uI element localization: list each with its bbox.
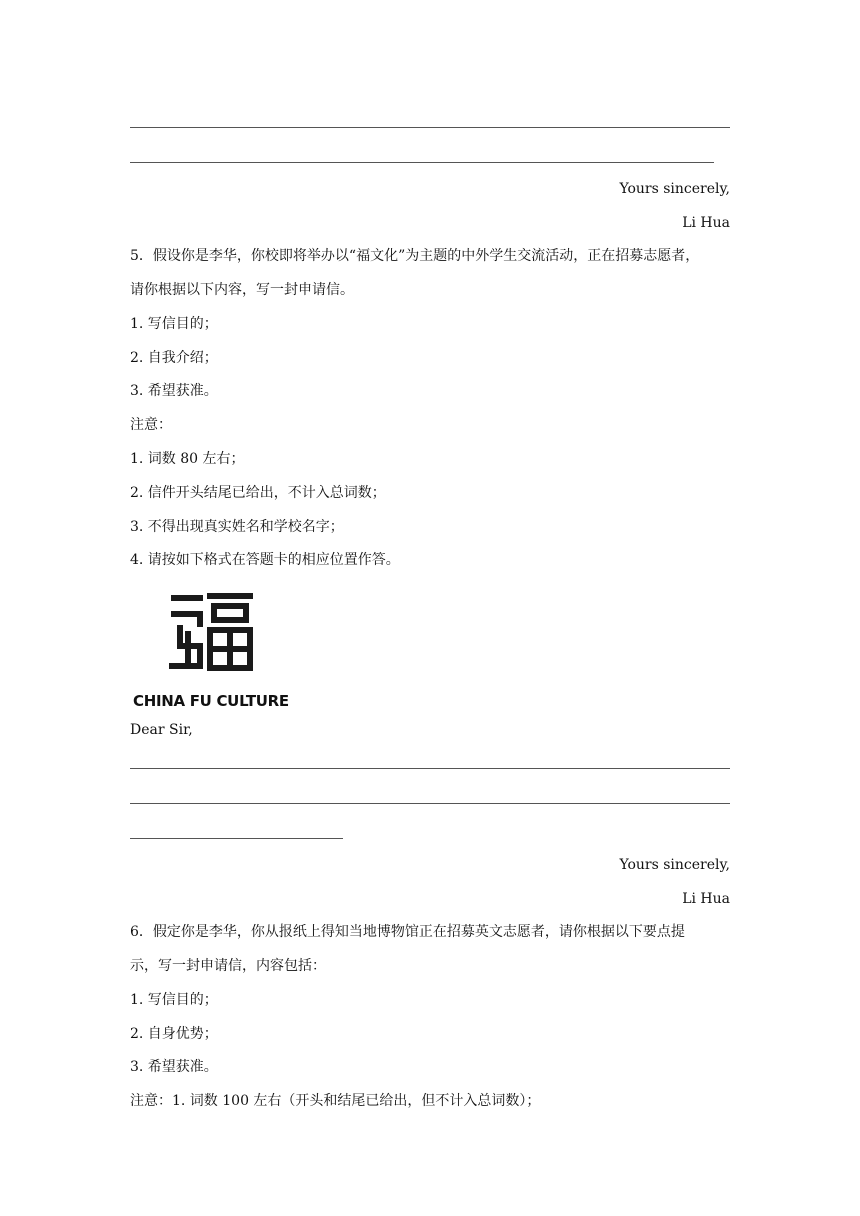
- note-item: 2. 信件开头结尾已给出，不计入总词数；: [130, 485, 386, 501]
- answer-line: [130, 838, 343, 839]
- note-label: 注意：: [130, 417, 172, 433]
- requirement-point: 1. 写信目的；: [130, 992, 218, 1008]
- sign-off: Yours sincerely,: [619, 181, 730, 197]
- signature-name: Li Hua: [682, 891, 730, 907]
- question-6-heading: 6．假定你是李华，你从报纸上得知当地博物馆正在招募英文志愿者，请你根据以下要点提: [130, 924, 685, 940]
- note-item: 1. 词数 80 左右；: [130, 451, 245, 467]
- note-item: 注意：1. 词数 100 左右（开头和结尾已给出，但不计入总词数）；: [130, 1093, 541, 1109]
- sign-off: Yours sincerely,: [619, 857, 730, 873]
- requirement-point: 2. 自身优势；: [130, 1026, 218, 1042]
- question-5-heading: 5．假设你是李华，你校即将举办以“福文化”为主题的中外学生交流活动，正在招募志愿者，: [130, 248, 700, 264]
- note-item: 4. 请按如下格式在答题卡的相应位置作答。: [130, 552, 400, 568]
- logo-caption: CHINA FU CULTURE: [133, 692, 289, 710]
- question-5-heading-cont: 请你根据以下内容，写一封申请信。: [130, 282, 354, 298]
- question-6-heading-cont: 示，写一封申请信，内容包括：: [130, 958, 326, 974]
- requirement-point: 2. 自我介绍；: [130, 350, 218, 366]
- note-item: 3. 不得出现真实姓名和学校名字；: [130, 519, 344, 535]
- answer-line: [130, 127, 730, 128]
- fu-logo-icon: [166, 590, 256, 674]
- requirement-point: 3. 希望获准。: [130, 383, 218, 399]
- answer-line: [130, 768, 730, 769]
- answer-line: [130, 162, 714, 163]
- letter-greeting: Dear Sir,: [130, 722, 193, 738]
- requirement-point: 1. 写信目的；: [130, 316, 218, 332]
- answer-line: [130, 803, 730, 804]
- requirement-point: 3. 希望获准。: [130, 1059, 218, 1075]
- signature-name: Li Hua: [682, 215, 730, 231]
